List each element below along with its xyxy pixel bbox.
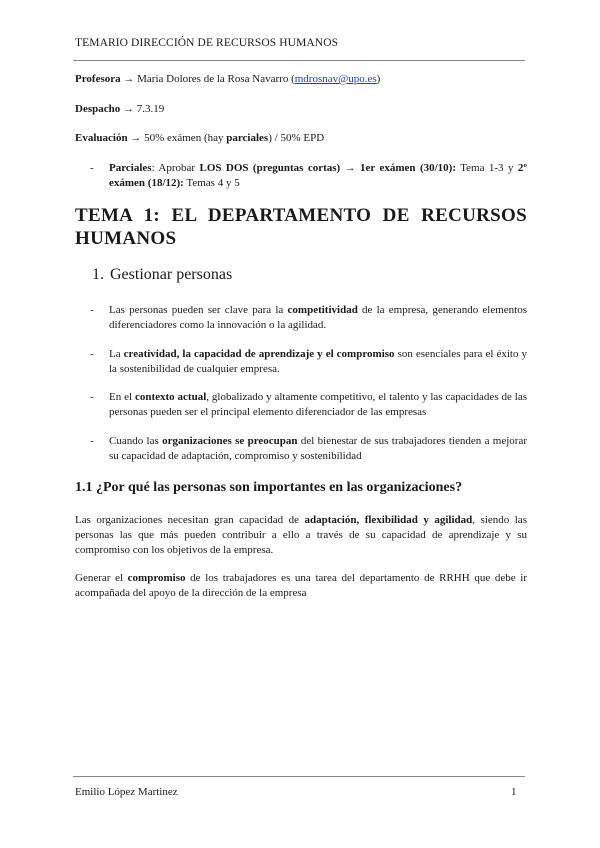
despacho-value: 7.3.19 <box>136 103 165 115</box>
page-number: 1 <box>511 786 517 798</box>
arrow-icon: → <box>123 73 135 85</box>
despacho-line <box>75 102 164 117</box>
list-dash: - <box>90 391 94 403</box>
subsection-1-1-heading: 1.1 ¿Por qué las personas son importantes en las organizaciones? <box>75 480 463 495</box>
profesora-line: Profesora → Maria Dolores de la Rosa Navarro (mdrosnav@upo.es) <box>75 73 381 85</box>
footer-author: Emilio López Martinez <box>75 786 178 798</box>
arrow-icon: → <box>122 103 134 115</box>
list-item: Las personas pueden ser clave para la competitividad de la empresa, generando elementos diferenciadores como la innovación o la agilidad. <box>109 304 527 331</box>
header-rule <box>73 60 525 61</box>
footer-rule <box>73 776 525 777</box>
paragraph: Las organizaciones necesitan gran capacidad de adaptación, flexibilidad y agilidad, siendo las personas las que más pueden contribuir a ello a través de su capacidad de aprendizaje y su compromiso con los objetivos de la empresa. <box>75 514 527 556</box>
list-dash: - <box>90 435 94 447</box>
list-item: En el contexto actual, globalizado y altamente competitivo, el talento y las capacidades de las personas pueden ser el principal elemento diferenciador de las empresas <box>109 391 527 418</box>
profesora-name: Maria Dolores de la Rosa Navarro ( <box>137 73 295 85</box>
despacho-label: Despacho <box>75 103 121 115</box>
list-dash: - <box>90 162 94 174</box>
parciales-item: Parciales: Aprobar LOS DOS (preguntas cortas) → 1er exámen (30/10): Tema 1-3 y 2º exámen (18/12): Temas 4 y 5 <box>109 162 527 189</box>
section-number: 1. <box>92 266 104 283</box>
evaluacion-line: Evaluación → 50% exámen (hay parciales) / 50% EPD <box>75 132 325 144</box>
running-header: TEMARIO DIRECCIÓN DE RECURSOS HUMANOS <box>75 37 339 49</box>
list-item: La creatividad, la capacidad de aprendizaje y el compromiso son esenciales para el éxito y la sostenibilidad de cualquier empresa. <box>109 348 527 375</box>
tema-heading: TEMA 1: EL DEPARTAMENTO DE RECURSOS HUMANOS <box>75 205 527 249</box>
list-item: Cuando las organizaciones se preocupan del bienestar de sus trabajadores tienden a mejorar su capacidad de adaptación, compromiso y sostenibilidad <box>109 435 527 462</box>
list-dash: - <box>90 348 94 360</box>
list-dash: - <box>90 304 94 316</box>
evaluacion-label: Evaluación <box>75 132 128 144</box>
email-link[interactable]: mdrosnav@upo.es <box>294 73 377 85</box>
paragraph: Generar el compromiso de los trabajadores es una tarea del departamento de RRHH que debe ir acompañada del apoyo de la dirección de la empresa <box>75 572 527 599</box>
section-title: Gestionar personas <box>110 266 233 283</box>
profesora-label: Profesora <box>75 73 121 85</box>
arrow-icon: → <box>130 132 142 144</box>
section-1-heading <box>92 266 232 284</box>
